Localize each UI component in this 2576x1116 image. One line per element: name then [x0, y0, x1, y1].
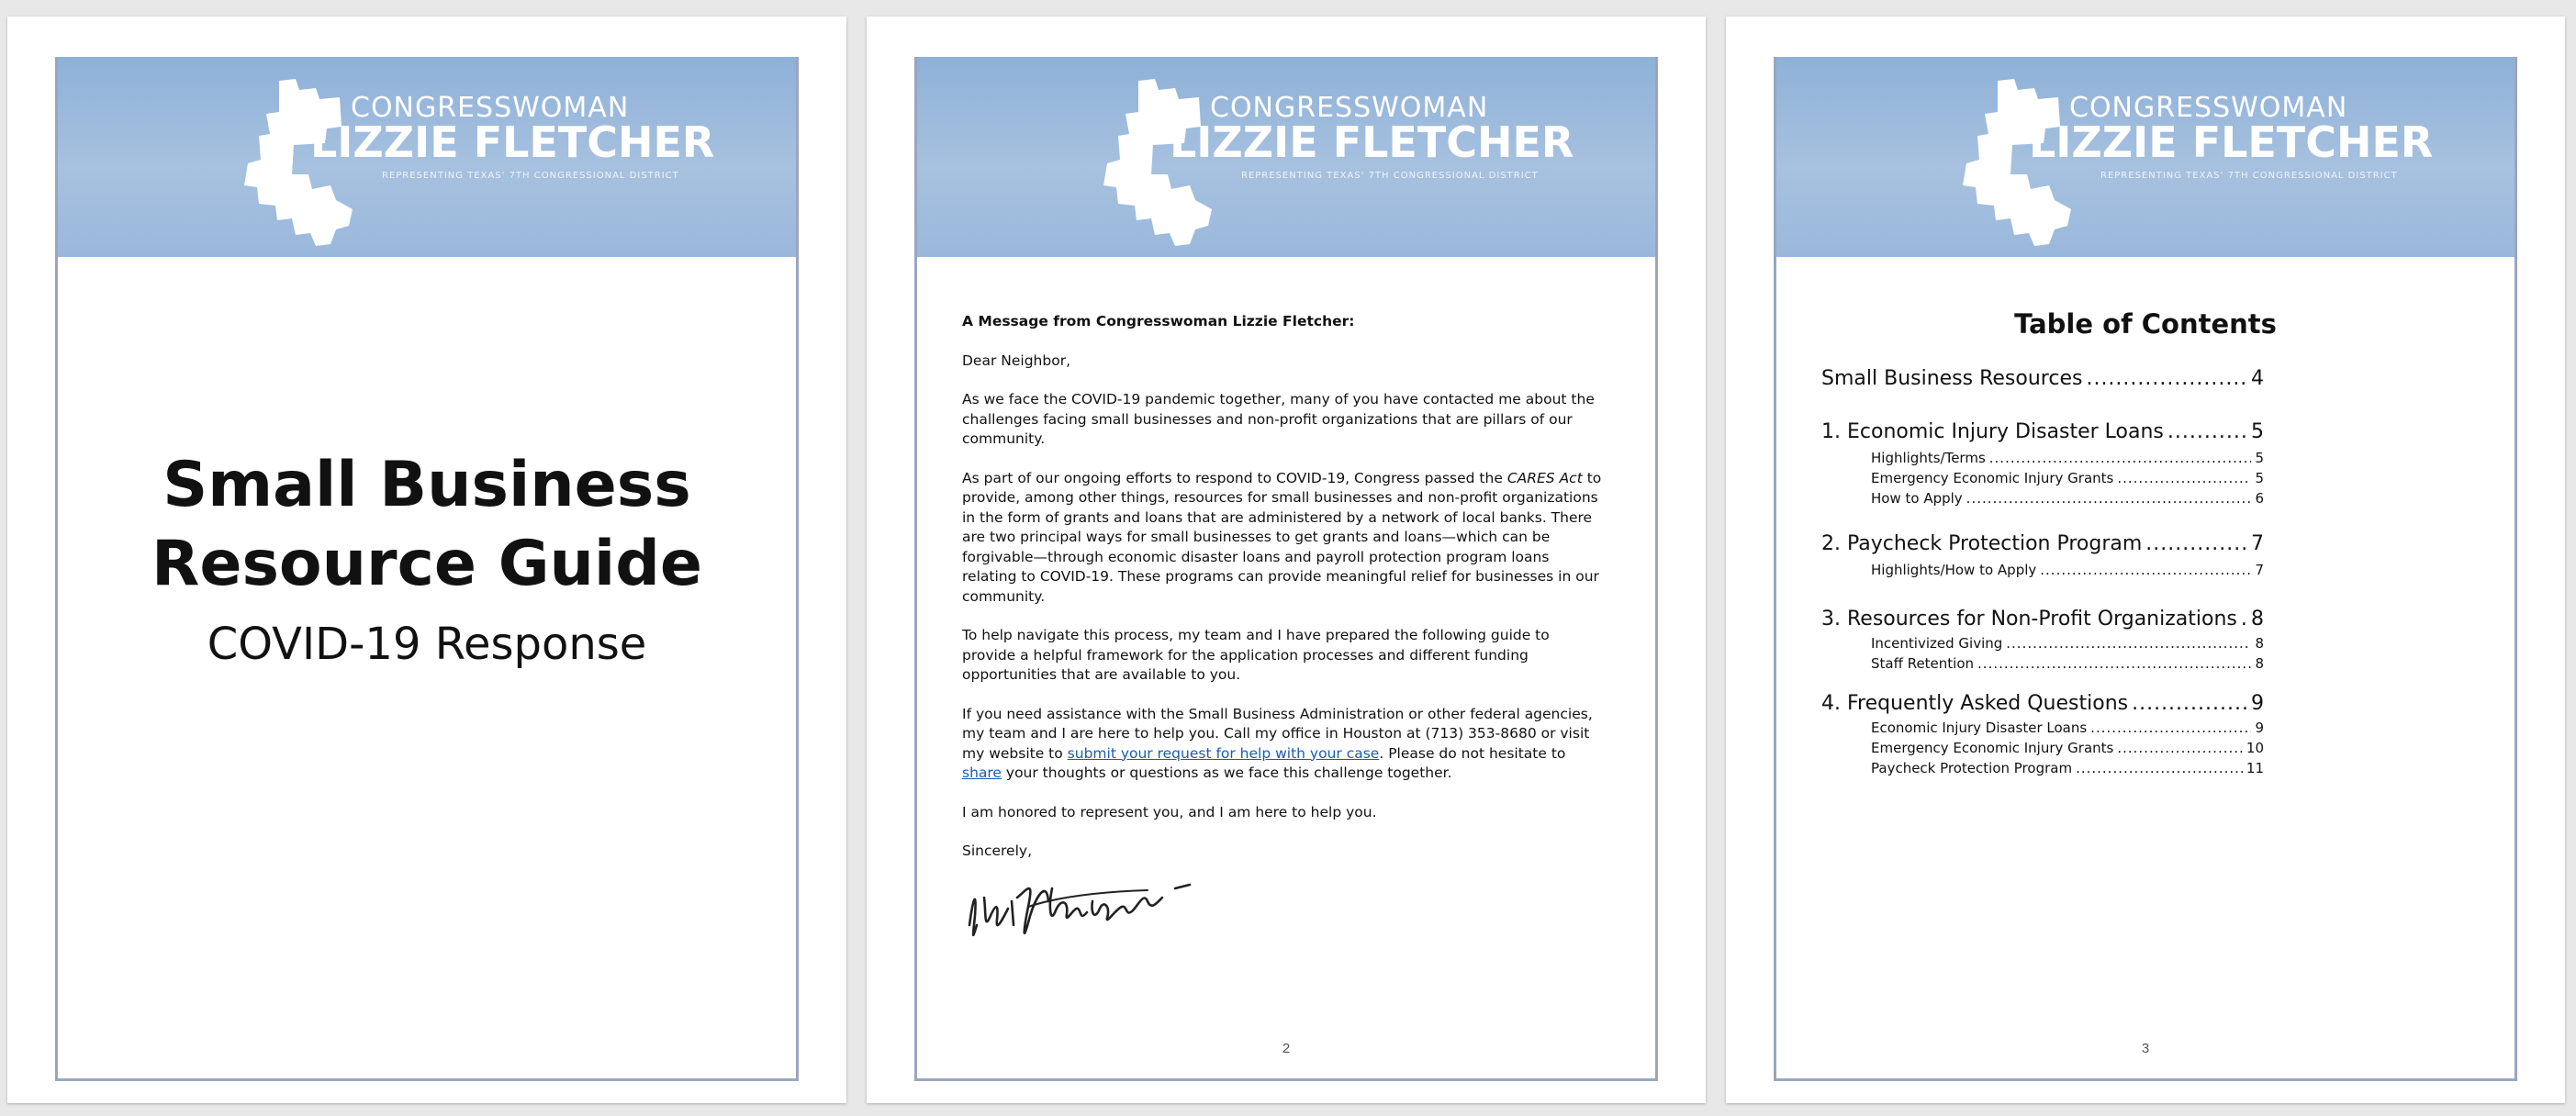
toc-entry-label: How to Apply — [1871, 490, 1963, 507]
banner-title-large: LIZZIE FLETCHER — [2029, 117, 2434, 167]
dot-leader — [2040, 562, 2251, 578]
toc-entry-page: 9 — [2251, 692, 2264, 715]
page-number: 3 — [2141, 1041, 2150, 1056]
toc-entry-label: Emergency Economic Injury Grants — [1871, 470, 2114, 486]
dot-leader — [2117, 740, 2243, 756]
toc-entry-label: 4. Frequently Asked Questions — [1821, 692, 2129, 715]
letter-closing: Sincerely, — [962, 843, 1033, 859]
banner-tagline: REPRESENTING TEXAS' 7TH CONGRESSIONAL DISTRICT — [2100, 171, 2398, 181]
toc-entry-label: Highlights/Terms — [1871, 450, 1986, 466]
banner-tagline: REPRESENTING TEXAS' 7TH CONGRESSIONAL DISTRICT — [1241, 171, 1539, 181]
text-span: . Please do not hesitate to — [1379, 744, 1566, 762]
dot-leader — [2086, 367, 2247, 390]
dot-leader — [2076, 760, 2243, 776]
dot-leader — [2090, 720, 2251, 736]
share-link[interactable]: share — [962, 764, 1002, 781]
cares-act-emphasis: CARES Act — [1506, 469, 1583, 486]
toc-entry-page: 5 — [2255, 470, 2264, 486]
page-letter — [867, 17, 1706, 1103]
submit-request-link[interactable]: submit your request for help with your case — [1067, 744, 1380, 762]
page-number: 2 — [1282, 1041, 1291, 1056]
banner-title-large: LIZZIE FLETCHER — [1170, 117, 1574, 167]
toc-subentry[interactable] — [1821, 635, 2264, 652]
cover-title-line1: Small Business — [162, 449, 691, 521]
toc-subentry[interactable] — [1821, 740, 2264, 756]
letter-heading: A Message from Congresswoman Lizzie Fletcher: — [962, 313, 1355, 329]
toc-entry-label: Emergency Economic Injury Grants — [1871, 740, 2114, 756]
cover-title — [55, 446, 799, 604]
letter-body — [962, 312, 1605, 881]
toc-entry[interactable] — [1821, 532, 2264, 555]
letter-paragraph-5: I am honored to represent you, and I am here to help you. — [962, 803, 1377, 820]
letter-paragraph-2 — [962, 469, 1605, 608]
toc-subentry[interactable] — [1821, 562, 2264, 578]
text-span: As part of our ongoing efforts to respond to COVID-19, Congress passed the — [962, 469, 1507, 486]
toc-entry-page: 5 — [2255, 450, 2264, 466]
toc-entry-label: Highlights/How to Apply — [1871, 562, 2037, 578]
toc-entry-page: 4 — [2251, 367, 2264, 390]
toc-subentry[interactable] — [1821, 720, 2264, 736]
banner-title-small: CONGRESSWOMAN — [1210, 92, 1489, 124]
letter-paragraph-3: To help navigate this process, my team and I have prepared the following guide to provide a helpful framework for the application processes and different funding opportunities that are available to you. — [962, 627, 1550, 683]
banner-title-large: LIZZIE FLETCHER — [310, 117, 715, 167]
toc-entry-page: 7 — [2255, 562, 2264, 578]
letter-greeting: Dear Neighbor, — [962, 352, 1070, 369]
letter-paragraph-1: As we face the COVID-19 pandemic together, many of you have contacted me about the challenges facing small businesses and non-profit organizations that are pillars of our community. — [962, 391, 1595, 447]
toc-entry-label: Economic Injury Disaster Loans — [1871, 720, 2088, 736]
banner-title-small: CONGRESSWOMAN — [2069, 92, 2348, 124]
toc-entry-page: 10 — [2246, 740, 2264, 756]
page-toc — [1726, 17, 2565, 1103]
toc-entry-page: 8 — [2255, 655, 2264, 672]
toc-subentry[interactable] — [1821, 760, 2264, 776]
dot-leader — [2006, 635, 2251, 652]
toc-entry-page: 8 — [2255, 635, 2264, 652]
signature — [964, 861, 1212, 953]
text-span: to provide, among other things, resources for small businesses and non-profit organizations in the form of grants and loans that are administered by a network of local banks. There are two principal ways for small businesses to get grants and loans—which can be forgivable—through economic disaster loans and payroll protection program loans relating to COVID-19. These programs can provide meaningful relief for businesses in our community. — [962, 469, 1602, 605]
toc-entry-page: 5 — [2251, 420, 2264, 443]
toc-entry[interactable] — [1821, 608, 2264, 631]
toc-entry-label: 1. Economic Injury Disaster Loans — [1821, 420, 2164, 443]
letter-paragraph-4 — [962, 705, 1605, 784]
toc-entry-label: Staff Retention — [1871, 655, 1975, 672]
toc-subentry[interactable] — [1821, 655, 2264, 672]
toc-entry[interactable] — [1821, 367, 2264, 390]
dot-leader — [2145, 532, 2247, 555]
toc-entry-label: 2. Paycheck Protection Program — [1821, 532, 2143, 555]
banner-tagline: REPRESENTING TEXAS' 7TH CONGRESSIONAL DISTRICT — [382, 171, 679, 181]
dot-leader — [2167, 420, 2247, 443]
toc-entry-label: Paycheck Protection Program — [1871, 760, 2073, 776]
toc-entry-label: 3. Resources for Non-Profit Organizations — [1821, 608, 2237, 631]
toc-subentry[interactable] — [1821, 450, 2264, 466]
text-span: your thoughts or questions as we face this challenge together. — [1001, 764, 1452, 781]
toc-title: Table of Contents — [2014, 308, 2277, 340]
toc-entry-label: Incentivized Giving — [1871, 635, 2003, 652]
toc-entry[interactable] — [1821, 420, 2264, 443]
dot-leader — [1989, 450, 2252, 466]
text-span: If you need assistance with the Small Business Administration or other federal agencies, my team and I are here to help you. Call my office in Houston at (713) 353-8680 or visit my website to — [962, 705, 1593, 762]
toc-entry-page: 7 — [2251, 532, 2264, 555]
dot-leader — [2117, 470, 2251, 486]
toc-entry-page: 11 — [2246, 760, 2264, 776]
dot-leader — [1977, 655, 2251, 672]
toc-entry-page: 9 — [2255, 720, 2264, 736]
cover-subtitle: COVID-19 Response — [207, 619, 647, 670]
cover-title-line2: Resource Guide — [151, 528, 703, 600]
page-cover — [7, 17, 846, 1103]
toc-entry-label: Small Business Resources — [1821, 367, 2083, 390]
toc-entry-page: 6 — [2255, 490, 2264, 507]
dot-leader — [2132, 692, 2247, 715]
toc-entry[interactable] — [1821, 692, 2264, 715]
toc-subentry[interactable] — [1821, 470, 2264, 486]
toc-entry-page: 8 — [2251, 608, 2264, 631]
toc-subentry[interactable] — [1821, 490, 2264, 507]
dot-leader — [2241, 608, 2247, 631]
dot-leader — [1966, 490, 2252, 507]
banner-title-small: CONGRESSWOMAN — [351, 92, 630, 124]
